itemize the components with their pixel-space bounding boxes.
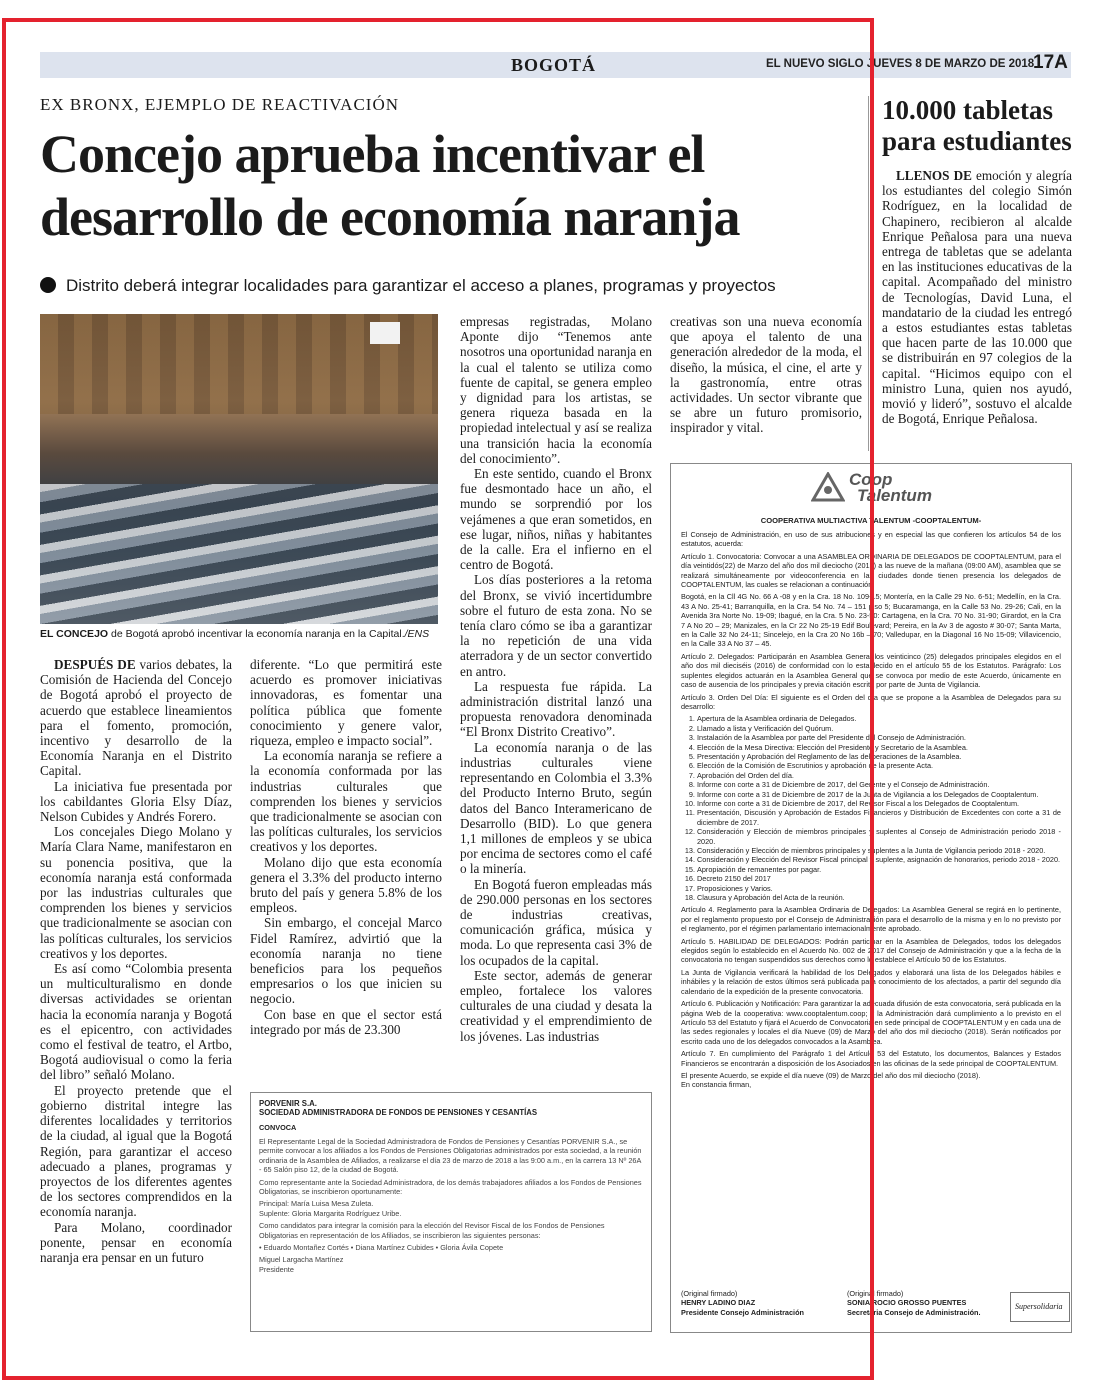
- paragraph: Con base en que el sector está integrado por más de 23.300: [250, 1006, 442, 1037]
- porvenir-body: [259, 1137, 643, 1277]
- coop-signature-2: [847, 1289, 1007, 1317]
- bullet-dot-icon: [40, 277, 56, 293]
- coop-closing2: En constancia firman,: [681, 1080, 752, 1090]
- article-headline: Concejo aprueba incentivar el desarrollo de economía naranja: [40, 124, 740, 247]
- photo-council-desks: [40, 484, 438, 624]
- porvenir-signature-name: Miguel Largacha Martínez: [259, 1255, 344, 1265]
- signature-name: HENRY LADINO DIAZ: [681, 1298, 756, 1308]
- porvenir-name: PORVENIR S.A.: [259, 1099, 317, 1108]
- porvenir-paragraph: Suplente: Gloria Margarita Rodríguez Uribe.: [259, 1208, 402, 1218]
- page-number: 17A: [1033, 52, 1068, 73]
- agenda-item: 17. Proposiciones y Varios.: [697, 884, 1061, 893]
- paragraph: empresas registradas, Molano Aponte dijo “Tenemos ante nosotros una oportunidad naranja en la cual el talento se utiliza como fuente de capital, se genera empleo y dignidad para los artistas, se genera riqueza basada en la propiedad intelectual y así se realiza una transición hacia la economía del conocimiento”.: [460, 314, 652, 466]
- coop-cities: Bogotá, en la Cll 4G No. 66 A -08 y en la Cra. 18 No. 109-15; Montería, en la Calle 29 No. 6-51; Medellín, en la Cra. 43 A No. 25-41; Barranquilla, en la Cra. 54 No. 74 – 151 piso 5; Bucaramanga, en la Calle 53 No. 29-26; Cali, en la Avenida 3ra Norte No. 19-09; Ibagué, en la Cra. 5 No. 23-50: Cartagena, en la Cra. 70 No. 31-90; Girardot, en la Cra 7 A No 20 – 29; Manizales, en la Cr 22 No 25-19 Edif Boulevard; Pereira, en la Av 3 de agosto # 30-07; Santa Marta, en la Calle 32 No 24-11; Sincelejo, en la Cra 20 No 16b – 70; Valledupar, en la Diagonal 16 No 15-09; Villavicencio, en la Calle 33 A No 37 – 45.: [681, 592, 1061, 649]
- paragraph: La economía naranja o de las industrias culturales viene representando en Colombia el 3.3% del Producto Interno Bruto, según datos del Banco Interamericano de Desarrollo (BID). Lo que genera 1,1 millones de empleos y se ubica por encima de sectores como el café o la minería.: [460, 739, 652, 877]
- signature-name: SONIA ROCIO GROSSO PUENTES: [847, 1298, 967, 1308]
- paragraph: Los concejales Diego Molano y María Clara Name, manifestaron en su ponencia positiva, que la economía naranja está conformada por las industrias culturales que comprenden los bienes y servicios que tradicionalmente se asocian con las políticas culturales, los servicios creativos y los deportes.: [40, 824, 232, 961]
- supersolidaria-logo: Supersolidaria: [1010, 1292, 1070, 1322]
- paragraph-lead: DESPUÉS DE: [54, 657, 136, 672]
- porvenir-subtitle: SOCIEDAD ADMINISTRADORA DE FONDOS DE PENSIONES Y CESANTÍAS: [259, 1108, 538, 1118]
- coop-art3: Artículo 3. Orden Del Día: El siguiente es el Orden del día que se propone a la Asamblea de Delegados para su desarrollo:: [681, 692, 1061, 711]
- sidebar-body: [882, 168, 1072, 426]
- paragraph: [40, 657, 232, 779]
- paragraph: La respuesta fue rápida. La administración distrital lanzó una propuesta renovadora denominada “El Bronx Distrito Creativo”.: [460, 678, 652, 740]
- cooptalentum-ad: [670, 463, 1072, 1333]
- photo-sign: [370, 322, 400, 344]
- coop-agenda: [681, 714, 1061, 902]
- article-photo: [40, 314, 438, 624]
- agenda-item: 3. Instalación de la Asamblea por parte del Presidente del Consejo de Administración.: [697, 733, 1061, 742]
- agenda-item: 18. Clausura y Aprobación del Acta de la reunión.: [697, 893, 1061, 902]
- paragraph-text: varios debates, la Comisión de Hacienda del Concejo de Bogotá aprobó el proyecto de acuerdo que establece lineamientos para el fomento, promoción, incentivo y desarrollo de la Economía Naranja en el Distrito Capital.: [40, 657, 232, 779]
- coop-art1: Artículo 1. Convocatoria: Convocar a una ASAMBLEA ORDINARIA DE DELEGADOS DE COOPTALENTUM, para el día veintidós(22) de Marzo del año dos mil dieciocho (2018) a las nueve de la mañana (09:00 AM), asamblea que se realizará simultáneamente por videoconferencia en las ciudades donde tienen presencia los delegados de COOPTALENTUM, las cuales se relacionan a continuación:: [681, 551, 1061, 590]
- column-divider: [868, 96, 869, 451]
- coop-art2: Artículo 2. Delegados: Participarán en Asamblea General los veinticinco (25) delegados principales elegidos en el año dos mil dieciséis (2016) de conformidad con lo establecido en el artículo 55 de los Estatutos. Parágrafo: Los suplentes elegidos actuarán en la Asamblea General que se convoca por medio de este Acuerdo, únicamente en caso de ausencia de los principales y previa citación escrita por parte de Junta de Vigilancia.: [681, 651, 1061, 690]
- porvenir-paragraph: Como representante ante la Sociedad Administradora, de los demás trabajadores afiliados a los Fondos de Pensiones Obligatorias, se inscribieron oportunamente:: [259, 1177, 642, 1197]
- agenda-item: 11. Presentación, Discusión y Aprobación de Estados Financieros y Distribución de Excedentes con corte a 31 de diciembre de 2017.: [697, 808, 1061, 827]
- agenda-item: 5. Presentación y Aprobación del Reglamento de las deliberaciones de la Asamblea.: [697, 752, 1061, 761]
- agenda-item: 9. Informe con corte a 31 de Diciembre de 2017 de la Junta de Vigilancia a los Delegados de Cooptalentum.: [697, 790, 1061, 799]
- paragraph: En Bogotá fueron empleadas más de 290.000 personas en los sectores de industrias creativas, comunicación gráfica, música y moda. Lo que representa casi 3% de los ocupados de la capital.: [460, 876, 652, 968]
- signature-label: (Original firmado): [847, 1289, 904, 1298]
- paragraph: En este sentido, cuando el Bronx fue desmontado hace un año, el mundo se sorprendió por los vejámenes a que eran sometidos, en ese lugar, niños, niñas y habitantes de la calle. Era el infierno en el centro de Bogotá.: [460, 466, 652, 573]
- paragraph: La economía naranja se refiere a la economía conformada por las industrias culturales que comprenden los bienes y servicios que tradicionalmente se asocian con las políticas culturales, los servicios creativos y los deportes.: [250, 748, 442, 855]
- coop-art7: Artículo 7. En cumplimiento del Parágrafo 1 del Artículo 53 del Estatuto, los documentos, Balances y Estados Financieros se encontrarán a disposición de los Asociados en las oficinas de la sede principal de COOPTALENTUM.: [681, 1049, 1061, 1068]
- paragraph: Los días posteriores a la retoma del Bronx, se vivió incertidumbre sobre el futuro de esta zona. No se tenía claro cómo se iba a garantizar la no repetición de una vida aterradora y de un sector convertido en antro.: [460, 572, 652, 679]
- coop-art6: Artículo 6. Publicación y Notificación: Para garantizar la adecuada difusión de esta convocatoria, será publicada en la página Web de la cooperativa: www.cooptalentum.coop; y la Administración dará cumplimiento a lo previsto en el Artículo 53 del Estatuto y fijará el Acuerdo de Convocatoria en sede principal de COOPTALENTUM y en cada una de las sedes regionales y locales el día Nueve (09) de Marzo del año dos mil dieciocho (2018). Serán notificados por escrito cada uno de los delegados convocados a la Asamblea.: [681, 999, 1061, 1046]
- section-name: BOGOTÁ: [511, 55, 597, 75]
- porvenir-paragraph: Como candidatos para integrar la comisión para la elección del Revisor Fiscal de los Fondos de Pensiones Obligatorias en representación de los Afiliados, se inscribieron las siguientes personas:: [259, 1221, 605, 1240]
- coop-art5: Artículo 5. HABILIDAD DE DELEGADOS: Podrán participar en la Asamblea de Delegados, todos los delegados elegidos según lo establecido en el Acuerdo No. 002 de 2017 del Consejo de Administración y que a la fecha de la convocatoria no tengan suspendidos sus derechos como lo establece el Artículo 50 de los Estatutos.: [681, 936, 1061, 965]
- porvenir-paragraph: Principal: María Luisa Mesa Zuleta.: [259, 1199, 374, 1209]
- signature-label: (Original firmado): [681, 1289, 738, 1298]
- paragraph: creativas son una nueva economía que apoya el talento de una generación alrededor de la moda, el diseño, la música, el cine, el arte y la gastronomía, entre otras actividades. Un sector vibrante que se abre un futuro promisorio, inspirador y vital.: [670, 314, 862, 436]
- coop-logo-icon: [811, 472, 845, 502]
- agenda-item: 6. Elección de la Comisión de Escrutinios y aprobación de la presente Acta.: [697, 761, 1061, 770]
- caption-text: de Bogotá aprobó incentivar la economía naranja en la Capital.: [108, 628, 405, 640]
- agenda-item: 2. Llamado a lista y Verificación del Quórum.: [697, 724, 1061, 733]
- porvenir-convoca: CONVOCA: [259, 1123, 297, 1132]
- agenda-item: 12. Consideración y Elección de miembros principales y suplentes al Consejo de Administración periodo 2018 - 2020.: [697, 827, 1061, 846]
- sidebar-title: 10.000 tabletas para estudiantes: [882, 95, 1072, 156]
- agenda-item: 1. Apertura de la Asamblea ordinaria de Delegados.: [697, 714, 1061, 723]
- signature-role: Secretaria Consejo de Administración.: [847, 1307, 981, 1317]
- porvenir-signature-role: Presidente: [259, 1264, 294, 1274]
- coop-logo-text: Coop Talentum: [849, 470, 932, 505]
- agenda-item: 7. Aprobación del Orden del día.: [697, 771, 1061, 780]
- article-column-2: [250, 657, 442, 1037]
- caption-credit: /ENS: [404, 628, 430, 640]
- agenda-item: 15. Apropiación de remanentes por pagar.: [697, 865, 1061, 874]
- article-subhead: [40, 276, 776, 296]
- paragraph: Es así como “Colombia presenta un multiculturalismo en donde diversas actividades se orientan hacia la economía naranja y Bogotá es el epicentro, con actividades como el festival de teatro, el Artbo, Bogotá audiovisual o como la feria del libro” señaló Molano.: [40, 961, 232, 1083]
- paragraph: [882, 168, 1072, 426]
- coop-logo: [811, 472, 971, 506]
- agenda-item: 13. Consideración y Elección de miembros principales y suplentes a la Junta de Vigilancia periodo 2018 - 2020.: [697, 846, 1061, 855]
- agenda-item: 4. Elección de la Mesa Directiva: Elección del Presidente y Secretario de la Asamblea.: [697, 743, 1061, 752]
- agenda-item: 16. Decreto 2150 del 2017: [697, 874, 1061, 883]
- coop-art5b: La Junta de Vigilancia verificará la habilidad de los Delegados y elaborará una lista de los Delegados hábiles e inhábiles y la relación de estos últimos será publicada para conocimiento de los afectados, a partir del segundo día calendario de la expedición de la presente convocatoria.: [681, 967, 1061, 996]
- paragraph: Este sector, además de generar empleo, fortalece los valores culturales de una ciudad y desata la creatividad y el emprendimiento de los jóvenes. Las industrias: [460, 967, 652, 1044]
- signature-role: Presidente Consejo Administración: [681, 1307, 804, 1317]
- agenda-item: 10. Informe con corte a 31 de Diciembre de 2017, del Revisor Fiscal a los Delegados de Cooptalentum.: [697, 799, 1061, 808]
- photo-caption: [40, 628, 440, 641]
- coop-signature-1: [681, 1289, 851, 1317]
- paragraph: La iniciativa fue presentada por los cabildantes Gloria Elsy Díaz, Nelson Cubides y Andrés Forero.: [40, 778, 232, 825]
- paragraph: El proyecto pretende que el gobierno distrital integre las diferentes localidades y territorios de la ciudad, al igual que la Bogotá Región, para garantizar el acceso adecuado a planes, programas y proyectos de los diferentes agentes de los sectores comprendidos en la economía naranja.: [40, 1082, 232, 1220]
- dateline: EL NUEVO SIGLO JUEVES 8 DE MARZO DE 2018: [766, 58, 1035, 70]
- paragraph-lead: LLENOS DE: [896, 168, 972, 183]
- porvenir-paragraph: El Representante Legal de la Sociedad Administradora de Fondos de Pensiones y Cesantías PORVENIR S.A., se permite convocar a los afiliados a los Fondos de Pensiones Obligatorias administrados por esta sociedad, a la reunión ordinaria de la Asamblea de Afiliados, a realizarse el día 23 de marzo de 2018 a las 9:00 a.m., en la carrera 13 Nº 26A - 65 Salón piso 12, de la ciudad de Bogotá.: [259, 1137, 642, 1175]
- caption-lead: EL CONCEJO: [40, 628, 109, 640]
- coop-body: [681, 530, 1061, 1093]
- paragraph: Molano dijo que esta economía genera el 3.3% del producto interno bruto del país y genera 5.8% de los empleos.: [250, 854, 442, 916]
- paragraph: diferente. “Lo que permitirá este acuerdo es promover iniciativas innovadoras, es fomentar una política pública que fomente conocimiento y genere valor, riqueza, empleo e impacto social”.: [250, 657, 442, 749]
- subhead-text: Distrito deberá integrar localidades para garantizar el acceso a planes, programas y proyectos: [66, 276, 776, 295]
- coop-art4: Artículo 4. Reglamento para la Asamblea Ordinaria de Delegados: La Asamblea General se regirá en lo pertinente, por el reglamento propuesto por el Consejo de Administración para el desarrollo de la misma y en lo no previsto por el reglamento, por el régimen parlamentario internacionalmente aprobado.: [681, 905, 1061, 934]
- coop-title: COOPERATIVA MULTIACTIVA TALENTUM -COOPTALENTUM-: [760, 516, 982, 525]
- coop-closing: El presente Acuerdo, se expide el día nueve (09) de Marzo del año dos mil dieciocho (2018).: [681, 1070, 981, 1080]
- porvenir-paragraph: • Eduardo Montañez Cortés • Diana Martínez Cubides • Gloria Ávila Copete: [259, 1243, 504, 1253]
- article-kicker: EX BRONX, EJEMPLO DE REACTIVACIÓN: [40, 95, 399, 114]
- paragraph: Para Molano, coordinador ponente, pensar en economía naranja era pensar en un futuro: [40, 1219, 232, 1265]
- paragraph-text: emoción y alegría los estudiantes del colegio Simón Rodríguez, en la localidad de Chapinero, recibieron al alcalde Enrique Peñalosa para una nueva entrega de tabletas que se adelanta en las instituciones educativas de la capital. Acompañado del ministro de Tecnologías, David Luna, el mandatario de la ciudad les entregó a estos estudiantes estas tabletas que hacen parte de las 10.000 que se distribuirán en 97 colegios de la capital. “Hicimos equipo con el ministro Luna, quien nos ayudó, movió y lideró”, sostuvo el alcalde de Bogotá, Enrique Peñalosa.: [882, 168, 1072, 427]
- coop-intro: El Consejo de Administración, en uso de sus atribuciones y en especial las que confieren los artículos 54 de los estatutos, acuerda:: [681, 530, 1061, 549]
- article-column-3: [460, 314, 652, 1044]
- porvenir-header: [259, 1099, 643, 1118]
- agenda-item: 8. Informe con corte a 31 de Diciembre de 2017, del Gerente y el Consejo de Administración.: [697, 780, 1061, 789]
- porvenir-ad: [250, 1092, 652, 1332]
- agenda-item: 14. Consideración y Elección del Revisor Fiscal principal y suplente, asignación de honorarios, periodo 2018 - 2020.: [697, 855, 1061, 864]
- article-column-1: [40, 657, 232, 1265]
- article-column-4: [670, 314, 862, 436]
- paragraph: Sin embargo, el concejal Marco Fidel Ramírez, advirtió que la economía naranja no tiene beneficios para los pequeños empresarios o los que inicien su negocio.: [250, 915, 442, 1007]
